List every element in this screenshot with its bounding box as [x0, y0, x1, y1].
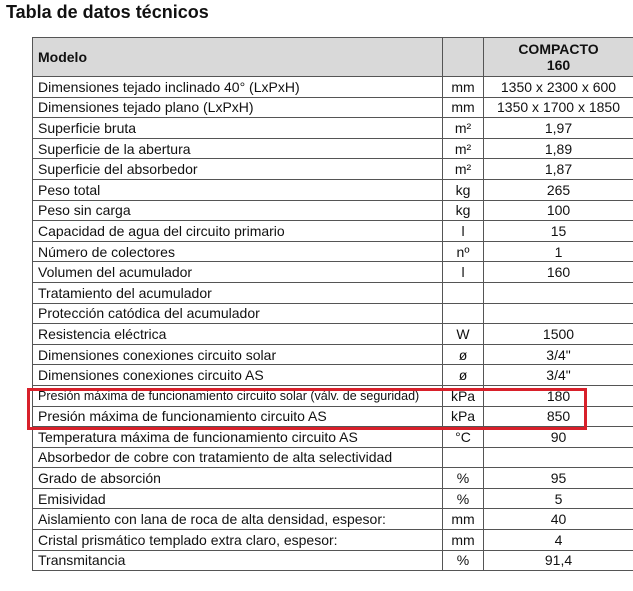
product-header — [484, 38, 633, 77]
row-label: Protección catódica del acumulador — [33, 303, 443, 324]
row-value: 90 — [484, 427, 633, 448]
row-unit: kg — [443, 179, 484, 200]
row-label: Resistencia eléctrica — [33, 324, 443, 345]
row-label: Superficie de la abertura — [33, 138, 443, 159]
page-title: Tabla de datos técnicos — [6, 2, 209, 22]
row-unit: m² — [443, 138, 484, 159]
table-row — [33, 324, 633, 345]
row-label: Dimensiones tejado plano (LxPxH) — [33, 97, 443, 118]
table-row — [33, 303, 633, 324]
table-row — [33, 241, 633, 262]
row-label: Transmitancia — [33, 550, 443, 571]
row-unit: °C — [443, 427, 484, 448]
row-unit: mm — [443, 77, 484, 98]
table-row — [33, 77, 633, 98]
table-row — [33, 221, 633, 242]
table-header-row — [33, 38, 633, 77]
row-label: Capacidad de agua del circuito primario — [33, 221, 443, 242]
row-value — [484, 447, 633, 468]
row-label: Aislamiento con lana de roca de alta densidad, espesor: — [33, 509, 443, 530]
table-row — [33, 344, 633, 365]
row-unit: W — [443, 324, 484, 345]
row-label: Emisividad — [33, 488, 443, 509]
table-row — [33, 97, 633, 118]
row-unit: % — [443, 550, 484, 571]
row-unit: kg — [443, 200, 484, 221]
row-value: 1500 — [484, 324, 633, 345]
row-value — [484, 282, 633, 303]
row-value: 15 — [484, 221, 633, 242]
row-label: Volumen del acumulador — [33, 262, 443, 283]
row-unit: l — [443, 221, 484, 242]
table-row — [33, 427, 633, 448]
row-unit: kPa — [443, 406, 484, 427]
row-unit: ø — [443, 365, 484, 386]
unit-header — [443, 38, 484, 77]
row-unit: kPa — [443, 385, 484, 406]
row-label: Superficie bruta — [33, 118, 443, 139]
row-value: 4 — [484, 530, 633, 551]
table-row — [33, 118, 633, 139]
row-label: Tratamiento del acumulador — [33, 282, 443, 303]
row-label: Superficie del absorbedor — [33, 159, 443, 180]
row-unit: % — [443, 488, 484, 509]
product-size: 160 — [546, 57, 571, 73]
row-value: 1,87 — [484, 159, 633, 180]
table-row — [33, 138, 633, 159]
row-label: Peso total — [33, 179, 443, 200]
table-row — [33, 488, 633, 509]
row-unit: mm — [443, 509, 484, 530]
table-row — [33, 509, 633, 530]
row-label: Absorbedor de cobre con tratamiento de alta selectividad — [33, 447, 443, 468]
row-unit — [443, 282, 484, 303]
row-value: 265 — [484, 179, 633, 200]
row-unit — [443, 303, 484, 324]
table-row — [33, 282, 633, 303]
row-value: 1 — [484, 241, 633, 262]
table-row — [33, 530, 633, 551]
row-unit: m² — [443, 118, 484, 139]
row-value: 1,89 — [484, 138, 633, 159]
row-label: Presión máxima de funcionamiento circuito solar (válv. de seguridad) — [33, 385, 443, 406]
tech-data-table — [32, 37, 633, 571]
row-unit: mm — [443, 97, 484, 118]
row-value: 1350 x 1700 x 1850 — [484, 97, 633, 118]
table-row — [33, 262, 633, 283]
row-value: 3/4" — [484, 344, 633, 365]
row-value: 160 — [484, 262, 633, 283]
row-value: 850 — [484, 406, 633, 427]
row-unit: % — [443, 468, 484, 489]
row-value: 40 — [484, 509, 633, 530]
table-row — [33, 200, 633, 221]
table-row — [33, 385, 633, 406]
table-row — [33, 550, 633, 571]
row-unit — [443, 447, 484, 468]
row-unit: m² — [443, 159, 484, 180]
row-unit: l — [443, 262, 484, 283]
row-label: Temperatura máxima de funcionamiento circuito AS — [33, 427, 443, 448]
product-name: COMPACTO — [518, 41, 599, 57]
row-value — [484, 303, 633, 324]
table-row — [33, 179, 633, 200]
row-label: Cristal prismático templado extra claro, espesor: — [33, 530, 443, 551]
row-value: 95 — [484, 468, 633, 489]
row-label: Grado de absorción — [33, 468, 443, 489]
table-row — [33, 447, 633, 468]
row-label: Peso sin carga — [33, 200, 443, 221]
table-row — [33, 159, 633, 180]
row-value: 180 — [484, 385, 633, 406]
row-unit: nº — [443, 241, 484, 262]
row-label: Número de colectores — [33, 241, 443, 262]
row-value: 5 — [484, 488, 633, 509]
row-value: 3/4" — [484, 365, 633, 386]
row-label: Dimensiones conexiones circuito AS — [33, 365, 443, 386]
table-row — [33, 365, 633, 386]
row-value: 100 — [484, 200, 633, 221]
row-label: Presión máxima de funcionamiento circuito AS — [33, 406, 443, 427]
model-header: Modelo — [33, 38, 443, 77]
row-unit: ø — [443, 344, 484, 365]
row-value: 1350 x 2300 x 600 — [484, 77, 633, 98]
table-row — [33, 468, 633, 489]
row-label: Dimensiones tejado inclinado 40° (LxPxH) — [33, 77, 443, 98]
row-unit: mm — [443, 530, 484, 551]
row-label: Dimensiones conexiones circuito solar — [33, 344, 443, 365]
table-row — [33, 406, 633, 427]
row-value: 91,4 — [484, 550, 633, 571]
row-value: 1,97 — [484, 118, 633, 139]
